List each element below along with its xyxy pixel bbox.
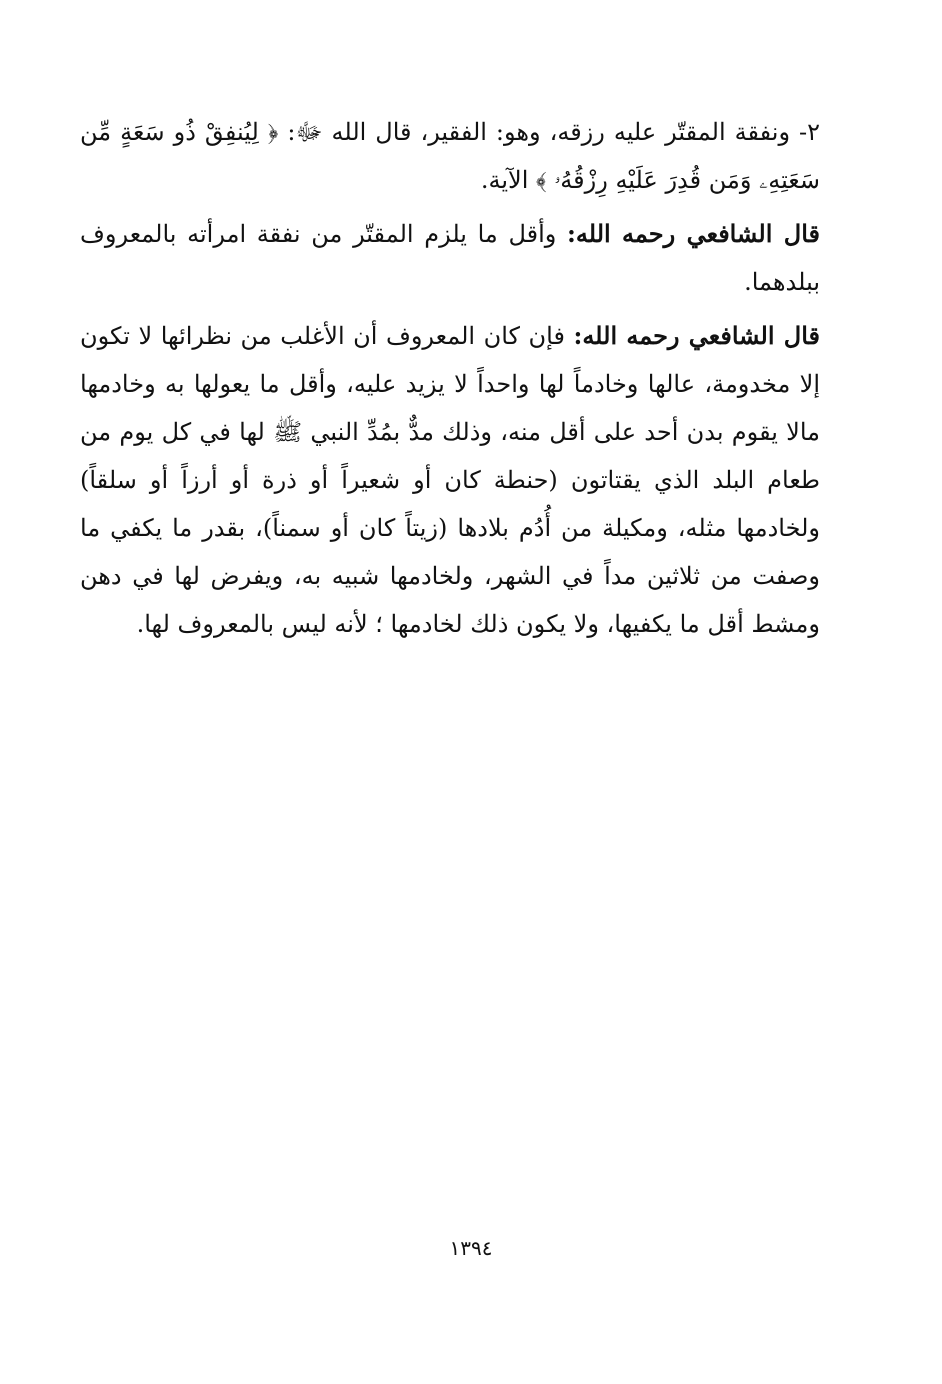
main-text bbox=[80, 108, 820, 654]
paragraph-text: وأقل ما يلزم المقتّر من نفقة امرأته بالمعروف ببلدهما. bbox=[80, 220, 820, 296]
paragraph-text: فإن كان المعروف أن الأغلب من نظرائها لا تكون إلا مخدومة، عالها وخادماً لها واحداً لا يزيد عليه، وأقل ما يعولها به وخادمها مالا يقوم بدن أحد على أقل منه، وذلك مدٌّ بمُدِّ النبي ﷺ لها في كل يوم من طعام البلد الذي يقتاتون (حنطة كان أو شعيراً أو ذرة أو أرزاً أو سلقاً) ولخادمها مثله، ومكيلة من أُدُم بلادها (زيتاً كان أو سمناً)، بقدر ما يكفي ما وصفت من ثلاثين مداً في الشهر، ولخادمها شبيه به، ويفرض لها في دهن ومشط أقل ما يكفيها، ولا يكون ذلك لخادمها ؛ لأنه ليس بالمعروف لها. bbox=[80, 322, 820, 638]
paragraph-3 bbox=[80, 312, 820, 648]
paragraph-2 bbox=[80, 210, 820, 306]
paragraph-lead: قال الشافعي رحمه الله: bbox=[567, 219, 820, 248]
paragraph-text: ٢- ونفقة المقتّر عليه رزقه، وهو: الفقير، قال الله ﷻ: ﴿ لِيُنفِقْ ذُو سَعَةٍ مِّن سَعَتِهِۦ وَمَن قُدِرَ عَلَيْهِ رِزْقُهُۥ ﴾ الآية. bbox=[80, 118, 820, 194]
paragraph-lead: قال الشافعي رحمه الله: bbox=[573, 321, 821, 350]
page-number: ١٣٩٤ bbox=[449, 1236, 493, 1260]
paragraph-1 bbox=[80, 108, 820, 204]
